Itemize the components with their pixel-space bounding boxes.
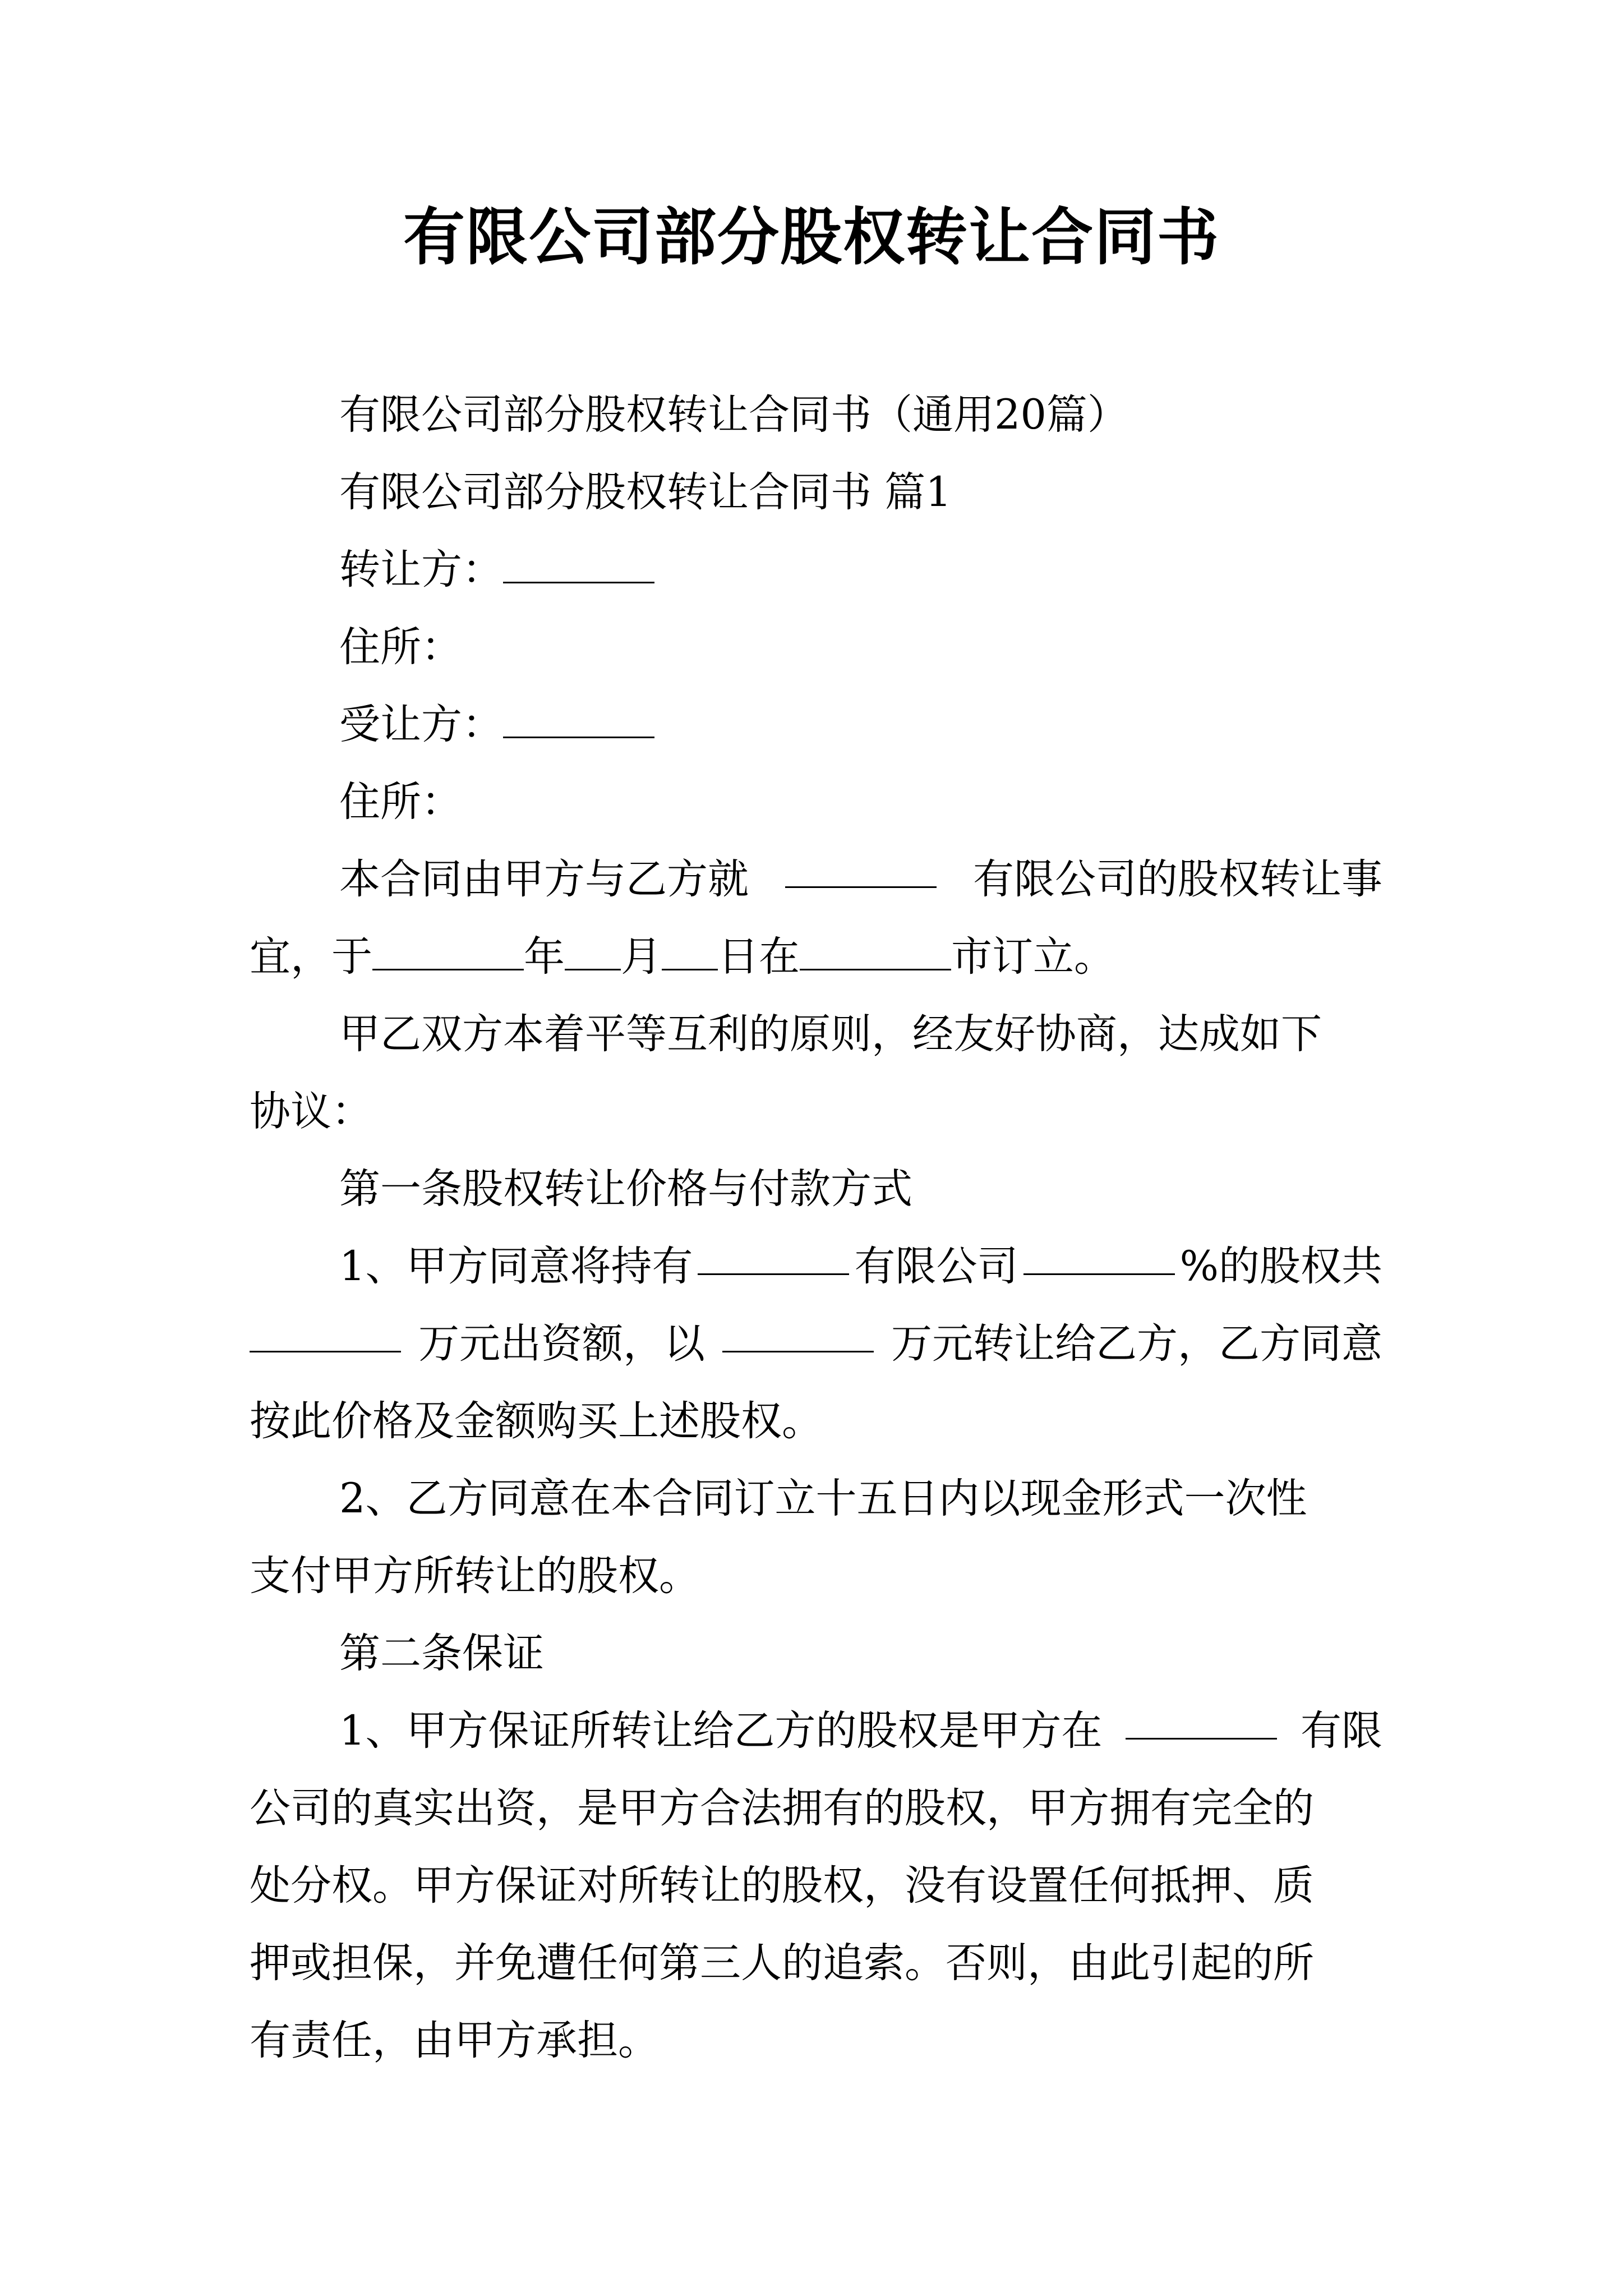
day-blank: [662, 934, 718, 970]
article-2-clause-1-line-2: 公司的真实出资，是甲方合法拥有的股权，甲方拥有完全的: [250, 1784, 1314, 1832]
intro-text-b: 有限公司的股权转让事: [973, 855, 1382, 903]
clause-text-d: 万元出资额，以: [418, 1320, 705, 1368]
city-blank: [800, 934, 951, 970]
clause-text-b: 有限公司: [854, 1243, 1018, 1290]
clause-text-c: %的股权共: [1179, 1243, 1382, 1290]
clause-text-f: 1、甲方保证所转让给乙方的股权是甲方在: [339, 1707, 1103, 1755]
document-title: 有限公司部分股权转让合同书: [403, 201, 1220, 273]
article-1-clause-1-line-3: 按此价格及金额购买上述股权。: [250, 1397, 823, 1445]
transferor-line: [339, 542, 654, 598]
month-label: 月: [621, 933, 662, 981]
capital-amount-blank: [250, 1316, 401, 1352]
address-label-1: 住所：: [339, 623, 462, 671]
intro-line-2: [250, 929, 1115, 985]
agreement-line-1: 甲乙双方本着平等互利的原则，经友好协商，达成如下: [339, 1010, 1322, 1058]
clause-text-g: 有限: [1300, 1707, 1382, 1755]
article-1-clause-2-line-1: 2、乙方同意在本合同订立十五日内以现金形式一次性: [339, 1475, 1307, 1522]
intro-text-c: 宜，于: [250, 933, 372, 981]
percentage-blank: [1023, 1239, 1175, 1275]
price-amount-blank: [722, 1316, 874, 1352]
article-1-clause-1-line-2: [250, 1316, 1382, 1372]
address-line-1: [339, 619, 462, 675]
holder-company-blank: [698, 1239, 849, 1275]
article-2-clause-1-line-5: 有责任，由甲方承担。: [250, 2017, 659, 2064]
day-label: 日在: [718, 933, 800, 981]
article-2-clause-1-line-3: 处分权。甲方保证对所转让的股权，没有设置任何抵押、质: [250, 1862, 1314, 1910]
invested-company-blank: [1126, 1703, 1277, 1740]
clause-text-a: 1、甲方同意将持有: [339, 1243, 693, 1290]
agreement-line-2: 协议：: [250, 1088, 372, 1135]
clause-text-e: 万元转让给乙方，乙方同意: [891, 1320, 1382, 1368]
company-name-blank: [785, 852, 937, 888]
article-1-clause-1-line-1: [339, 1239, 1382, 1295]
document-subtitle: 有限公司部分股权转让合同书（通用20篇）: [339, 391, 1128, 439]
article-1-heading: 第一条股权转让价格与付款方式: [339, 1165, 912, 1213]
intro-text-a: 本合同由甲方与乙方就: [339, 855, 749, 903]
transferor-label: 转让方：: [339, 546, 503, 593]
transferor-blank: [503, 547, 654, 583]
transferee-label: 受让方：: [339, 701, 503, 748]
month-blank: [565, 934, 621, 970]
year-blank: [372, 934, 524, 970]
article-2-heading: 第二条保证: [339, 1630, 544, 1677]
article-1-clause-2-line-2: 支付甲方所转让的股权。: [250, 1552, 700, 1600]
article-2-clause-1-line-1: [339, 1703, 1382, 1759]
year-label: 年: [524, 933, 565, 981]
part-heading: 有限公司部分股权转让合同书 篇1: [339, 468, 952, 516]
intro-text-d: 市订立。: [951, 933, 1115, 981]
transferee-blank: [503, 702, 654, 738]
article-2-clause-1-line-4: 押或担保，并免遭任何第三人的追索。否则，由此引起的所: [250, 1939, 1314, 1987]
transferee-line: [339, 697, 654, 753]
address-label-2: 住所：: [339, 778, 462, 826]
address-line-2: [339, 774, 462, 830]
intro-line-1: [339, 852, 1382, 908]
